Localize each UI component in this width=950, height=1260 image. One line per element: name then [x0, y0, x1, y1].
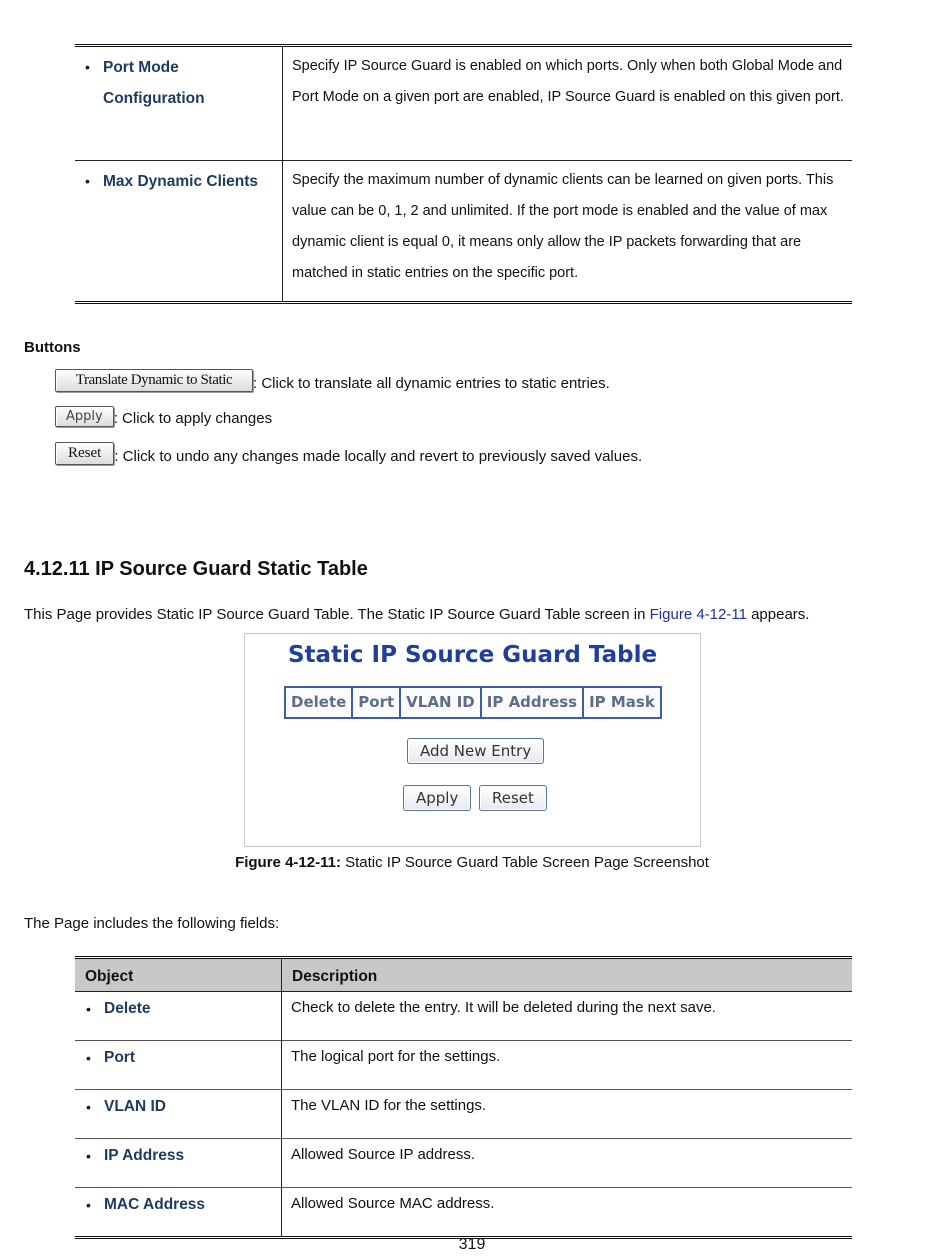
- object-description: The logical port for the settings.: [282, 1041, 853, 1090]
- table-row: [75, 1041, 852, 1090]
- bullet-icon: •: [86, 1148, 91, 1164]
- object-name: Delete: [104, 1000, 151, 1017]
- bullet-icon: •: [85, 59, 90, 75]
- bullet-icon: •: [86, 1197, 91, 1213]
- table-row: [75, 46, 852, 161]
- section-heading: 4.12.11 IP Source Guard Static Table: [24, 558, 368, 580]
- object-description: Check to delete the entry. It will be deleted during the next save.: [291, 999, 716, 1016]
- button-explanation: [55, 369, 610, 392]
- button-explanation-text: : Click to apply changes: [113, 410, 273, 427]
- object-description: Allowed Source MAC address.: [282, 1188, 853, 1238]
- translate-dynamic-to-static-button[interactable]: Translate Dynamic to Static: [55, 369, 253, 392]
- table-row: [75, 1090, 852, 1139]
- figure-link[interactable]: Figure 4-12-11: [649, 606, 747, 623]
- figure-caption: Figure 4-12-11: Static IP Source Guard Table Screen Page Screenshot: [235, 854, 709, 871]
- object-description: Specify the maximum number of dynamic clients can be learned on given ports. This value can be 0, 1, 2 and unlimited. If the port mode is enabled and the value of max dynamic client is equal 0, it means only allow the IP packets forwarding that are matched in static entries on the specific port.: [283, 161, 853, 303]
- bullet-icon: •: [86, 1001, 91, 1017]
- button-explanation-text: : Click to undo any changes made locally and revert to previously saved values.: [114, 448, 643, 465]
- screenshot-apply-button[interactable]: Apply: [403, 785, 471, 811]
- column-header-ip-mask: IP Mask: [583, 687, 661, 718]
- column-header-port: Port: [352, 687, 400, 718]
- object-name: Max Dynamic Clients: [103, 173, 259, 190]
- object-description: The VLAN ID for the settings.: [282, 1090, 853, 1139]
- bullet-icon: •: [86, 1099, 91, 1115]
- button-explanation-text: : Click to translate all dynamic entries to static entries.: [253, 375, 610, 392]
- table-row: [75, 1188, 852, 1238]
- button-explanation: [55, 406, 272, 427]
- fields-table: [75, 956, 852, 1239]
- page-number: 319: [458, 1236, 486, 1253]
- bullet-icon: •: [85, 173, 90, 189]
- column-header-object: Object: [75, 958, 282, 992]
- column-header-description: Description: [282, 958, 853, 992]
- static-table-screenshot: [244, 633, 701, 847]
- section-intro: This Page provides Static IP Source Guard Table. The Static IP Source Guard Table screen in Figure 4-12-11 appears.: [24, 606, 810, 623]
- button-explanation: [55, 442, 642, 465]
- bullet-icon: •: [86, 1050, 91, 1066]
- object-name: VLAN ID: [104, 1098, 166, 1115]
- column-header-ip-address: IP Address: [481, 687, 583, 718]
- column-header-vlan-id: VLAN ID: [400, 687, 481, 718]
- reset-button[interactable]: Reset: [55, 442, 114, 465]
- add-new-entry-button[interactable]: Add New Entry: [407, 738, 544, 764]
- object-name: Port Mode: [103, 59, 179, 76]
- static-ip-table: [284, 686, 662, 719]
- top-definition-table: [75, 44, 852, 304]
- fields-intro: The Page includes the following fields:: [24, 915, 280, 932]
- column-header-delete: Delete: [285, 687, 352, 718]
- table-row: [75, 992, 852, 1041]
- object-name: MAC Address: [104, 1196, 206, 1213]
- object-description: Specify IP Source Guard is enabled on which ports. Only when both Global Mode and Port Mode on a given port are enabled, IP Source Guard is enabled on this given port.: [292, 58, 844, 105]
- screenshot-reset-button[interactable]: Reset: [479, 785, 547, 811]
- table-row: [75, 161, 852, 303]
- object-name: Configuration: [103, 90, 205, 107]
- apply-button[interactable]: Apply: [55, 406, 114, 427]
- screenshot-title: Static IP Source Guard Table: [287, 642, 658, 668]
- buttons-heading: Buttons: [24, 339, 81, 356]
- object-name: IP Address: [104, 1147, 185, 1164]
- table-row: [75, 1139, 852, 1188]
- object-name: Port: [104, 1049, 135, 1066]
- object-description: Allowed Source IP address.: [282, 1139, 853, 1188]
